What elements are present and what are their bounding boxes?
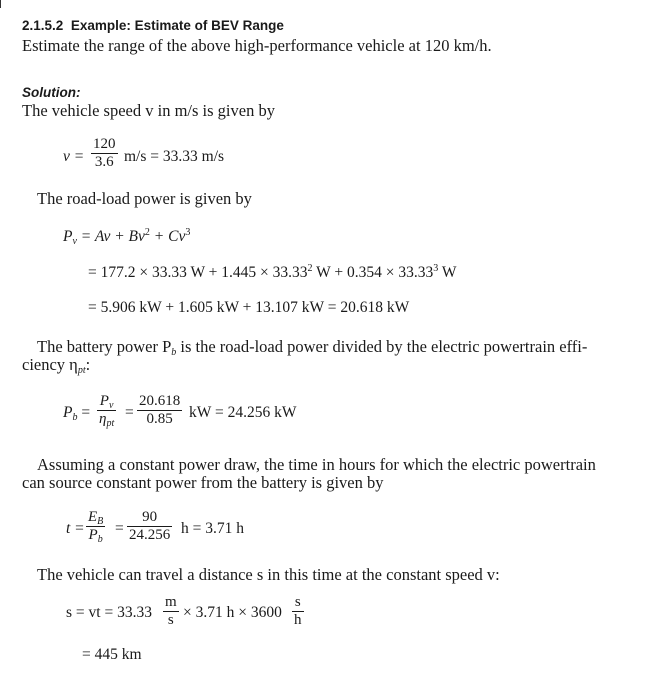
paragraph-time-line2: can source constant power from the battery is given by [22,473,384,492]
time-fraction-2-num: 90 [127,509,172,527]
speed-fraction-numerator: 120 [93,136,116,152]
power-eq-line2 [88,264,456,282]
distance-fraction-2-num: s [292,594,304,612]
time-f1-num-text: E [88,509,98,525]
power-eq-line1 [63,228,190,246]
battery-eq-subscript: b [72,412,78,423]
battery-f1-den-text: η [99,411,107,427]
power-eq-exp3: 3 [185,227,191,238]
paragraph-distance: The vehicle can travel a distance s in this time at the constant speed v: [37,565,500,584]
battery-f1-num-sub: v [108,400,114,411]
time-eq-equals-2: = [115,520,124,537]
battery-f1-num-text: P [99,393,109,409]
time-fraction-2-den: 24.256 [129,527,171,543]
problem-statement: Estimate the range of the above high-performance vehicle at 120 km/h. [22,36,492,55]
power-eq-line2-b: W + 0.354 × 33.33 [312,264,434,281]
speed-fraction [91,136,118,171]
time-fraction-2 [127,509,172,544]
power-eq-exp2: 2 [144,227,150,238]
power-eq-symbol: P [63,228,73,245]
power-eq-line2-exp3: 3 [433,263,439,274]
time-eq-lhs: t = [66,520,85,537]
battery-fraction-2-num: 20.618 [139,393,181,409]
paragraph-battery-b: is the road-load power divided by the electric powertrain effi- [176,337,588,356]
speed-eq-rhs: m/s = 33.33 m/s [124,148,225,165]
power-eq-terms-a: = Av + Bv [76,228,145,245]
paragraph-battery-line1 [37,337,587,357]
time-fraction-1-num [86,509,105,527]
speed-eq-lhs: v = [63,148,85,165]
battery-fraction-2-den: 0.85 [146,411,173,427]
battery-eq-equals-2: = [125,404,134,421]
section-number: 2.1.5.2 [22,18,64,33]
power-eq-line2-c: W [438,264,457,281]
distance-fraction-2 [292,594,304,629]
power-eq-subscript: v [72,236,77,247]
paragraph-speed: The vehicle speed v in m/s is given by [22,101,275,120]
battery-fraction-1-den [97,411,116,428]
battery-eq-symbol: P [63,404,73,421]
time-f1-den-text: P [88,527,98,543]
paragraph-battery-sub: b [171,347,177,358]
paragraph-time-line1: Assuming a constant power draw, the time in hours for which the electric powertrain [37,455,596,474]
time-fraction-1-den [86,527,105,544]
power-eq-line2-exp2: 2 [307,263,313,274]
paragraph-battery-line2-b: : [85,355,91,374]
battery-fraction-2 [137,393,182,428]
speed-equation [63,148,84,166]
distance-eq-mid: × 3.71 h × 3600 [183,604,282,621]
time-fraction-1 [86,509,105,544]
time-eq-rhs: h = 3.71 h [181,520,244,537]
distance-fraction-1-den: s [167,612,174,628]
page-edge-mark [0,0,1,8]
battery-fraction-1-num [97,393,116,411]
distance-fraction-1-num: m [165,594,177,610]
section-heading [22,18,284,33]
paragraph-battery-line2-sub: pt [77,365,86,376]
battery-f1-den-sub: pt [106,418,115,429]
distance-eq-lhs: s = vt = 33.33 [66,604,152,621]
power-eq-line3: = 5.906 kW + 1.605 kW + 13.107 kW = 20.618 kW [88,299,410,316]
paragraph-battery-line2-a: ciency η [22,355,78,374]
battery-eq-rhs: kW = 24.256 kW [189,404,297,421]
distance-fraction-1 [163,594,179,629]
paragraph-roadload: The road-load power is given by [37,189,252,208]
solution-label: Solution: [22,85,81,100]
section-title: Example: Estimate of BEV Range [70,18,284,33]
paragraph-battery-a: The battery power P [37,337,172,356]
power-eq-line2-a: = 177.2 × 33.33 W + 1.445 × 33.33 [88,264,308,281]
paragraph-battery-line2 [22,355,90,375]
power-eq-terms-b: + Cv [149,228,186,245]
battery-eq-lhs [63,404,90,422]
distance-eq-result: = 445 km [82,646,142,663]
time-f1-num-sub: B [97,516,104,527]
distance-fraction-2-den: h [294,612,302,628]
battery-fraction-1 [97,393,116,428]
battery-eq-equals: = [77,404,91,421]
speed-fraction-denominator: 3.6 [94,154,114,170]
time-f1-den-sub: b [97,534,103,545]
